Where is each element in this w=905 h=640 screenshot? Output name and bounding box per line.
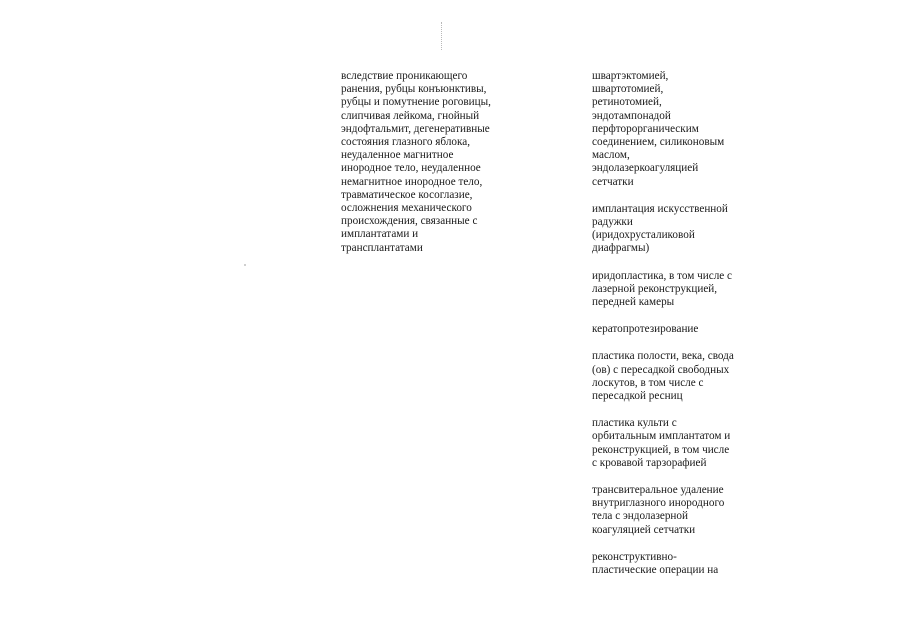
left-text-column: [341, 70, 511, 255]
left-line: состояния глазного яблока,: [341, 136, 471, 149]
left-line: осложнения механического: [341, 202, 472, 215]
procedure-paragraph: [592, 350, 752, 403]
right-line: соединением, силиконовым: [592, 136, 725, 149]
right-line: диафрагмы): [592, 242, 650, 255]
right-line: швартотомией,: [592, 83, 664, 96]
right-line: лазерной реконструкцией,: [592, 282, 718, 295]
right-line: перфторорганическим: [592, 122, 699, 135]
right-line: (ов) с пересадкой свободных: [592, 363, 730, 376]
right-line: пластика полости, века, свода: [592, 350, 734, 363]
left-line: инородное тело, неудаленное: [341, 162, 481, 175]
right-line: кератопротезирование: [592, 323, 699, 336]
right-line: имплантация искусственной: [592, 202, 728, 215]
right-line: коагуляцией сетчатки: [592, 523, 696, 536]
left-line: слипчивая лейкома, гнойный: [341, 109, 480, 122]
left-line: имплантатами и: [341, 228, 419, 241]
right-line: (иридохрусталиковой: [592, 229, 695, 242]
right-line: орбитальным имплантатом и: [592, 430, 731, 443]
right-line: пластические операции на: [592, 564, 719, 577]
procedure-paragraph: [592, 551, 752, 577]
left-line: трансплантатами: [341, 241, 423, 254]
right-line: пластика культи с: [592, 417, 677, 430]
procedure-paragraph: [592, 417, 752, 470]
left-line: вследствие проникающего: [341, 70, 468, 82]
right-line: сетчатки: [592, 175, 634, 188]
procedure-paragraph: [592, 70, 752, 189]
scan-artifact-mark: [441, 22, 443, 50]
right-line: эндотампонадой: [592, 109, 671, 122]
left-line: происхождения, связанные с: [341, 215, 478, 228]
left-line: ранения, рубцы конъюнктивы,: [341, 83, 487, 96]
right-line: эндолазеркоагуляцией: [592, 162, 699, 175]
right-line: маслом,: [592, 149, 630, 162]
left-line: травматическое косоглазие,: [341, 188, 473, 201]
left-line: немагнитное инородное тело,: [341, 175, 483, 188]
right-line: ретинотомией,: [592, 96, 662, 109]
procedure-paragraph: [592, 484, 752, 537]
right-line: трансвитеральное удаление: [592, 484, 724, 497]
left-line: неудаленное магнитное: [341, 149, 454, 162]
right-line: реконструкцией, в том числе: [592, 443, 730, 456]
right-line: иридопластика, в том числе с: [592, 269, 733, 282]
right-line: реконструктивно-: [592, 550, 677, 563]
right-text-column: [592, 70, 752, 591]
right-line: тела с эндолазерной: [592, 510, 688, 523]
left-line: рубцы и помутнение роговицы,: [341, 96, 491, 109]
scan-artifact-dot: [244, 264, 246, 266]
right-line: радужки: [592, 216, 633, 229]
right-line: пересадкой ресниц: [592, 390, 683, 403]
procedure-paragraph: [592, 323, 752, 336]
procedure-paragraph: [592, 203, 752, 256]
right-line: швартэктомией,: [592, 70, 669, 82]
right-line: лоскутов, в том числе с: [592, 376, 704, 389]
procedure-paragraph: [592, 270, 752, 310]
left-line: эндофтальмит, дегенеративные: [341, 122, 490, 135]
right-line: внутриглазного инородного: [592, 497, 725, 510]
right-line: с кровавой тарзорафией: [592, 456, 707, 469]
right-line: передней камеры: [592, 296, 675, 309]
